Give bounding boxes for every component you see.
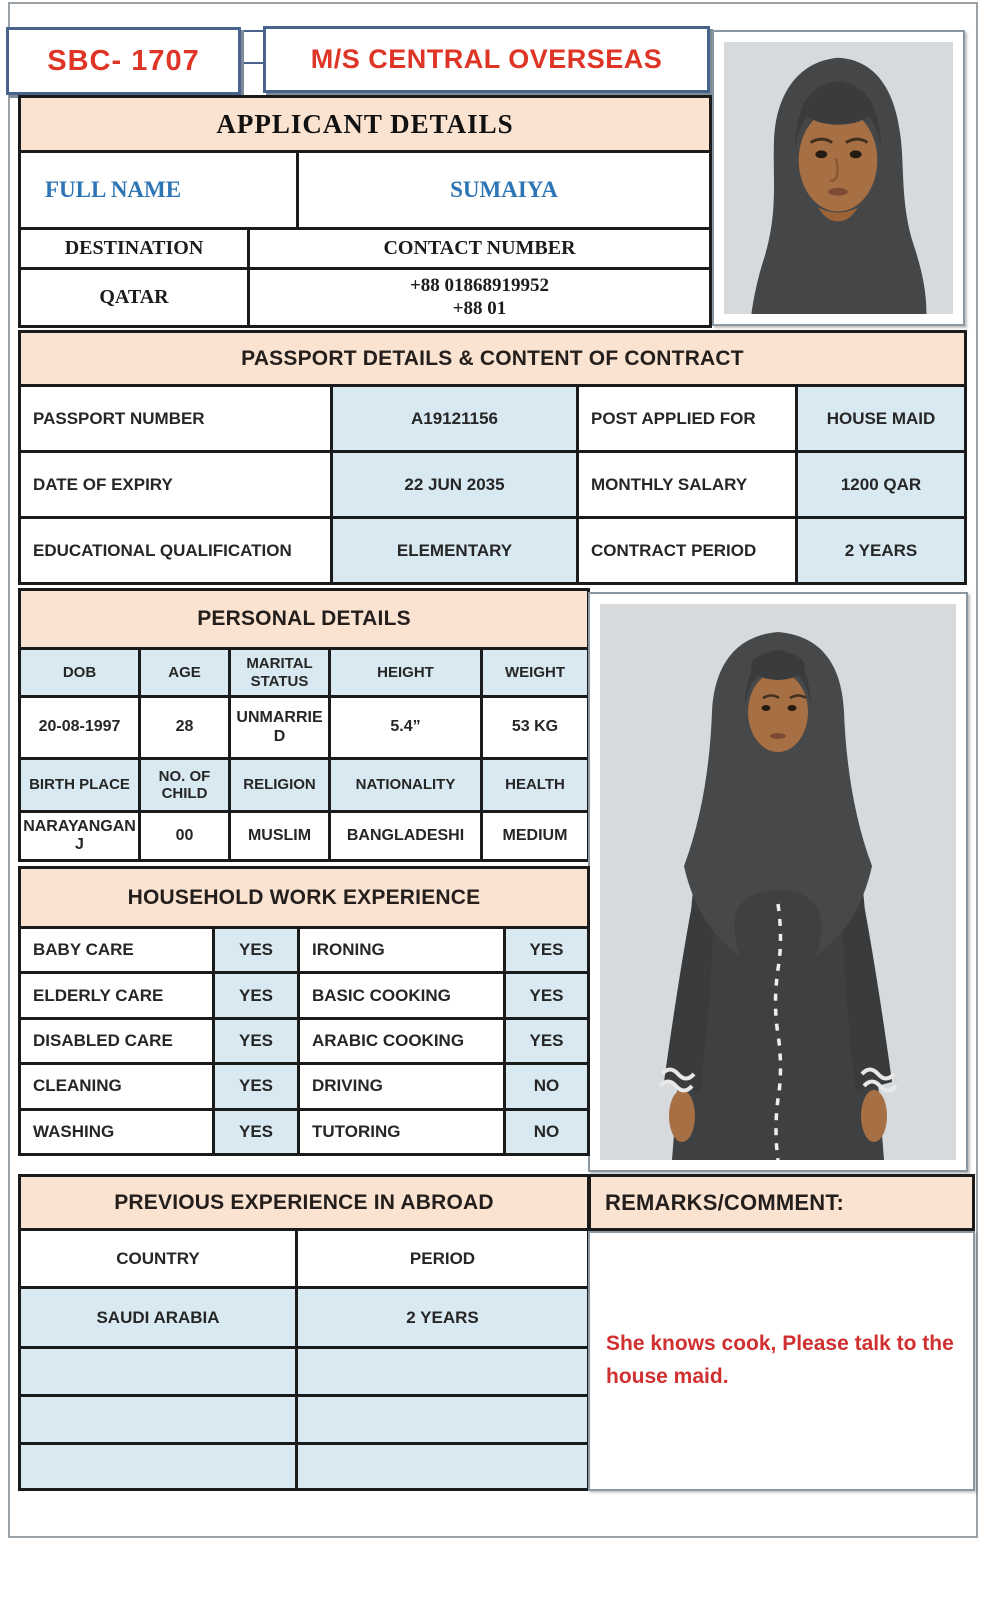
ironing-answer: YES [505,928,589,973]
contract-period-value: 2 YEARS [797,518,966,584]
personal-details-title: PERSONAL DETAILS [197,607,411,630]
educational-qualification-label: EDUCATIONAL QUALIFICATION [20,518,332,584]
dob-header: DOB [20,649,140,697]
passport-details-table [18,384,967,585]
elderly-care-answer: YES [214,973,299,1018]
applicant-details-header [18,95,712,153]
passport-details-header [18,330,967,387]
fullbody-illustration [600,604,956,1160]
destination-label-cell: DESTINATION [20,229,249,269]
weight-value: 53 KG [482,697,589,759]
abroad-experience-header [18,1174,590,1231]
full-name-label-cell: FULL NAME [20,152,298,229]
period-value-4 [297,1444,589,1490]
country-value-1: SAUDI ARABIA [20,1288,297,1348]
household-experience-title: HOUSEHOLD WORK EXPERIENCE [127,885,481,909]
household-experience-header [18,866,590,929]
date-of-expiry-value: 22 JUN 2035 [332,452,578,518]
contact-number-label-cell: CONTACT NUMBER [249,229,711,269]
agency-name: M/S CENTRAL OVERSEAS [310,44,663,74]
country-value-2 [20,1348,297,1396]
dob-value: 20-08-1997 [20,697,140,759]
arabic-cooking-answer: YES [505,1018,589,1063]
remarks-box [588,1231,975,1491]
applicant-details-title: APPLICANT DETAILS [216,108,514,139]
contact-number-value-cell [249,269,711,327]
baby-care-label: BABY CARE [20,928,214,973]
period-value-3 [297,1396,589,1444]
applicant-fullbody-photo [588,592,968,1172]
remarks-text: She knows cook, Please talk to the house maid. [606,1332,954,1388]
cleaning-label: CLEANING [20,1064,214,1109]
height-header: HEIGHT [330,649,482,697]
no-of-child-header: NO. OF CHILD [140,759,230,812]
tutoring-label: TUTORING [299,1109,505,1154]
abroad-experience-table [18,1228,590,1491]
destination-value-cell: QATAR [20,269,249,327]
full-name-value-cell: SUMAIYA [298,152,711,229]
contract-period-label: CONTRACT PERIOD [578,518,797,584]
age-header: AGE [140,649,230,697]
arabic-cooking-label: ARABIC COOKING [299,1018,505,1063]
reference-number-box [6,27,241,95]
driving-label: DRIVING [299,1064,505,1109]
birth-place-header: BIRTH PLACE [20,759,140,812]
baby-care-answer: YES [214,928,299,973]
health-value: MEDIUM [482,812,589,861]
driving-answer: NO [505,1064,589,1109]
elderly-care-label: ELDERLY CARE [20,973,214,1018]
monthly-salary-label: MONTHLY SALARY [578,452,797,518]
birth-place-value: NARAYANGANJ [20,812,140,861]
cleaning-answer: YES [214,1064,299,1109]
headshot-illustration [724,42,953,314]
country-header: COUNTRY [20,1230,297,1288]
passport-number-value: A19121156 [332,386,578,452]
date-of-expiry-label: DATE OF EXPIRY [20,452,332,518]
no-of-child-value: 00 [140,812,230,861]
passport-number-label: PASSPORT NUMBER [20,386,332,452]
weight-header: WEIGHT [482,649,589,697]
educational-qualification-value: ELEMENTARY [332,518,578,584]
country-value-4 [20,1444,297,1490]
monthly-salary-value: 1200 QAR [797,452,966,518]
full-name-row [18,150,712,230]
age-value: 28 [140,697,230,759]
post-applied-value: HOUSE MAID [797,386,966,452]
period-header: PERIOD [297,1230,589,1288]
period-value-2 [297,1348,589,1396]
nationality-header: NATIONALITY [330,759,482,812]
health-header: HEALTH [482,759,589,812]
destination-contact-table [18,227,712,328]
agency-name-box [263,26,710,93]
remarks-header [588,1174,975,1231]
remarks-title: REMARKS/COMMENT: [605,1189,845,1215]
post-applied-label: POST APPLIED FOR [578,386,797,452]
religion-value: MUSLIM [230,812,330,861]
nationality-value: BANGLADESHI [330,812,482,861]
disabled-care-label: DISABLED CARE [20,1018,214,1063]
personal-details-header [18,588,590,650]
marital-status-header: MARITAL STATUS [230,649,330,697]
country-value-3 [20,1396,297,1444]
height-value: 5.4” [330,697,482,759]
marital-status-value: UNMARRIED [230,697,330,759]
religion-header: RELIGION [230,759,330,812]
period-value-1: 2 YEARS [297,1288,589,1348]
reference-number: SBC- 1707 [47,44,200,77]
basic-cooking-label: BASIC COOKING [299,973,505,1018]
passport-details-title: PASSPORT DETAILS & CONTENT OF CONTRACT [241,346,744,370]
washing-answer: YES [214,1109,299,1154]
washing-label: WASHING [20,1109,214,1154]
basic-cooking-answer: YES [505,973,589,1018]
applicant-headshot-photo [712,30,965,326]
disabled-care-answer: YES [214,1018,299,1063]
personal-details-table [18,647,590,862]
contact-number-line2: +88 01 [452,297,507,319]
contact-number-line1: +88 01868919952 [409,274,550,296]
tutoring-answer: NO [505,1109,589,1154]
abroad-experience-title: PREVIOUS EXPERIENCE IN ABROAD [114,1190,494,1214]
household-experience-table [18,926,590,1156]
ironing-label: IRONING [299,928,505,973]
